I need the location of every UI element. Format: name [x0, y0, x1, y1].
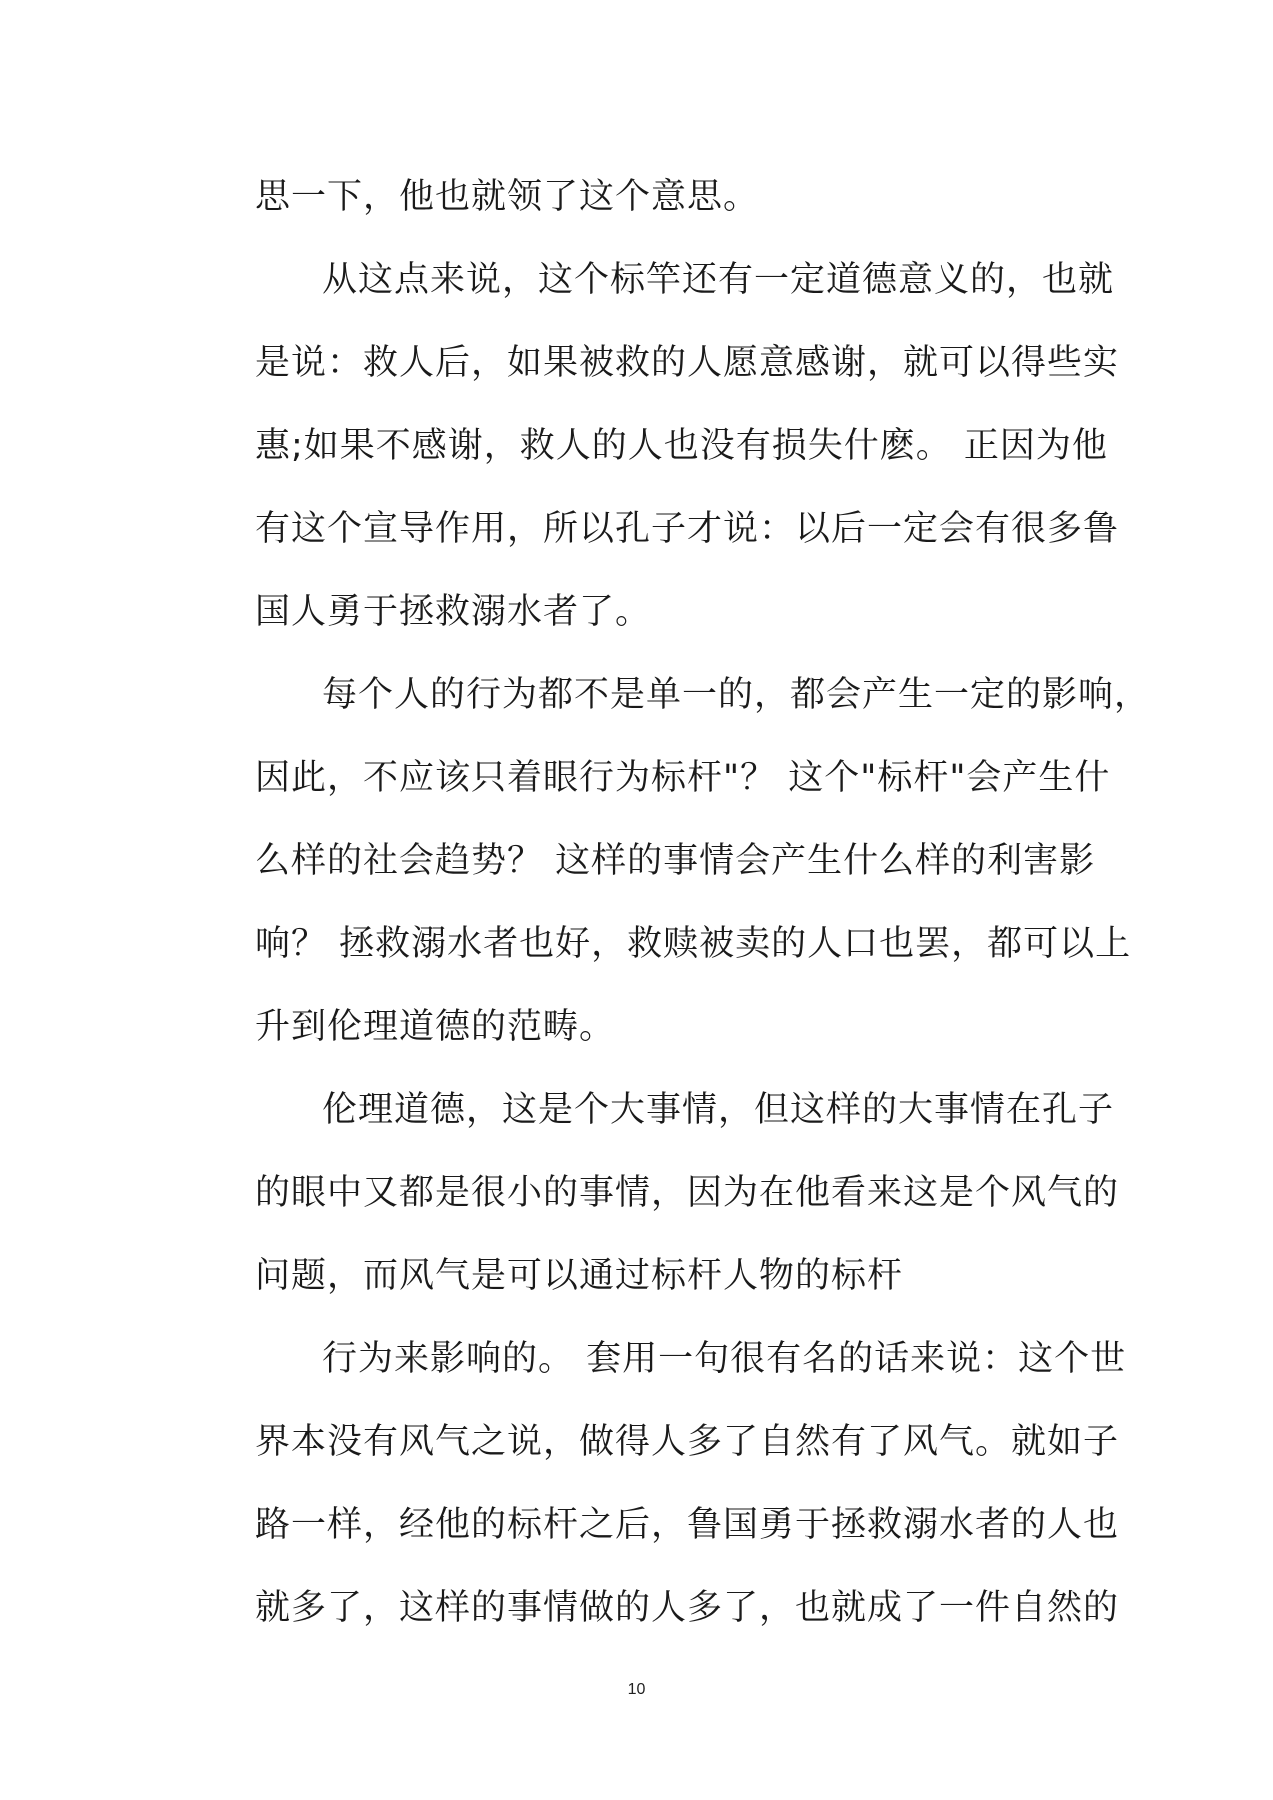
- text-line: 的眼中又都是很小的事情，因为在他看来这是个风气的: [255, 1173, 1120, 1213]
- text-line: 伦理道德，这是个大事情，但这样的大事情在孔子: [322, 1090, 1115, 1130]
- text-line: 响？ 拯救溺水者也好，救赎被卖的人口也罢，都可以上: [255, 924, 1132, 964]
- text-line: 国人勇于拯救溺水者了。: [255, 592, 652, 632]
- text-line: 每个人的行为都不是单一的，都会产生一定的影响，: [322, 675, 1151, 715]
- text-line: 就多了，这样的事情做的人多了，也就成了一件自然的: [255, 1588, 1120, 1628]
- text-line: 么样的社会趋势？ 这样的事情会产生什么样的利害影: [255, 841, 1096, 881]
- text-line: 从这点来说，这个标竿还有一定道德意义的，也就: [322, 260, 1115, 300]
- text-line: 惠;如果不感谢，救人的人也没有损失什麽。 正因为他: [255, 426, 1108, 466]
- text-line: 是说：救人后，如果被救的人愿意感谢，就可以得些实: [255, 343, 1120, 383]
- text-line: 行为来影响的。 套用一句很有名的话来说：这个世: [322, 1339, 1127, 1379]
- text-line: 问题，而风气是可以通过标杆人物的标杆: [255, 1256, 904, 1296]
- text-line: 思一下，他也就领了这个意思。: [255, 177, 760, 217]
- page-number: 10: [627, 1681, 646, 1698]
- text-line: 升到伦理道德的范畴。: [255, 1007, 616, 1047]
- text-line: 因此，不应该只着眼行为标杆"？ 这个"标杆"会产生什: [255, 758, 1111, 798]
- text-line: 路一样，经他的标杆之后，鲁国勇于拯救溺水者的人也: [255, 1505, 1120, 1545]
- text-line: 有这个宣导作用，所以孔子才说：以后一定会有很多鲁: [255, 509, 1120, 549]
- text-line: 界本没有风气之说，做得人多了自然有了风气。就如子: [255, 1422, 1120, 1462]
